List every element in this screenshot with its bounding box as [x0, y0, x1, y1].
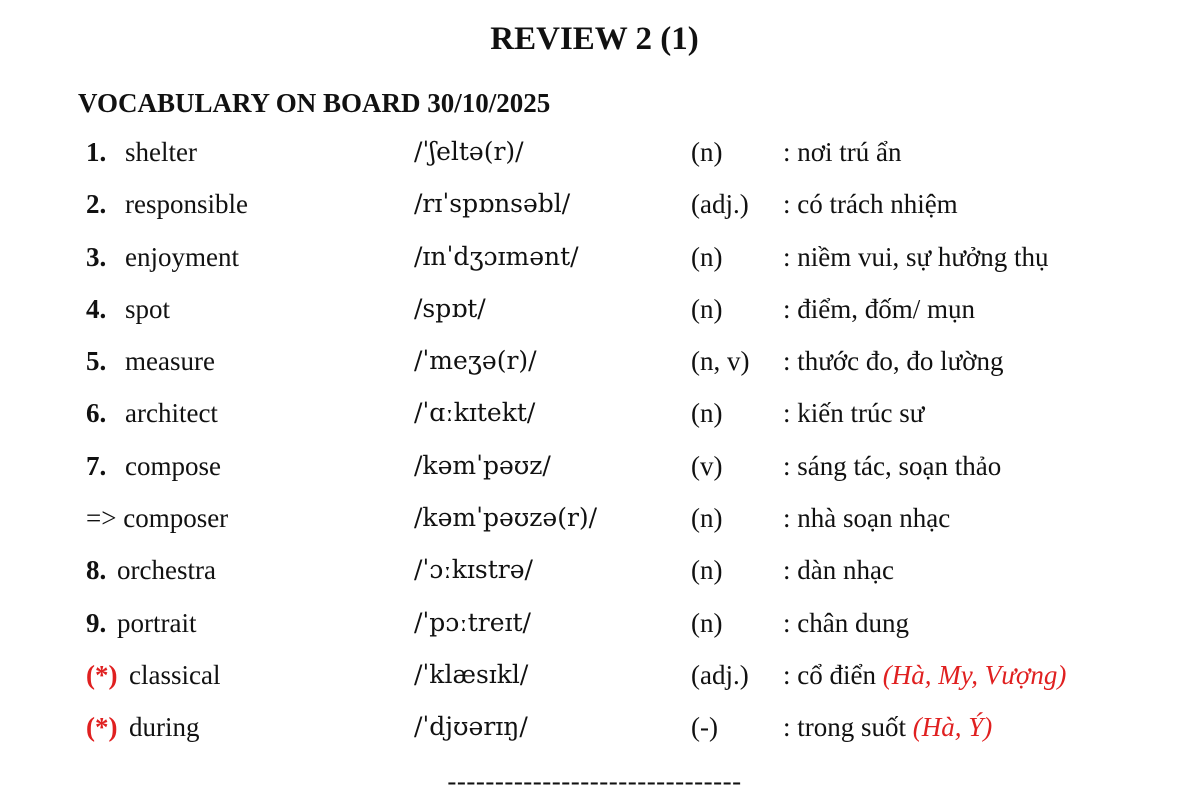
vocab-word: during	[129, 712, 200, 743]
vocab-word: shelter	[125, 137, 197, 167]
vocab-row	[0, 288, 1189, 340]
meaning-cell	[783, 392, 924, 434]
contributor-note: (Hà, My, Vượng)	[882, 659, 1067, 690]
vocab-word: orchestra	[117, 555, 216, 586]
part-of-speech: (n)	[691, 398, 723, 429]
meaning-text: : sáng tác, soạn thảo	[783, 450, 1002, 481]
meaning-text: : trong suốt	[783, 712, 907, 743]
vocab-word: measure	[125, 346, 215, 377]
pronunciation: /kəmˈpəʊzə(r)/	[414, 503, 598, 533]
meaning-cell	[783, 445, 1001, 487]
meaning-cell	[783, 602, 909, 644]
vocab-word: architect	[125, 398, 218, 429]
section-divider: -------------------------------	[447, 766, 742, 796]
meaning-cell	[783, 131, 902, 173]
vocab-word: => composer	[86, 503, 229, 534]
item-number: 6.	[86, 398, 107, 429]
item-number: 2.	[86, 189, 107, 220]
part-of-speech: (n)	[691, 607, 723, 638]
part-of-speech: (adj.)	[691, 189, 749, 220]
vocab-word: classical	[129, 659, 221, 690]
vocab-row	[0, 445, 1189, 497]
pronunciation: /rɪˈspɒnsəbl/	[414, 189, 571, 219]
part-of-speech: (n)	[691, 241, 723, 272]
vocab-row	[0, 340, 1189, 392]
section-heading: VOCABULARY ON BOARD 30/10/2025	[78, 88, 551, 118]
vocab-row	[0, 392, 1189, 444]
part-of-speech: (n, v)	[691, 346, 750, 377]
meaning-cell	[783, 340, 1004, 382]
pronunciation: /ˈɔːkɪstrə/	[414, 555, 533, 585]
pronunciation: /ˈʃeltə(r)/	[414, 137, 524, 166]
vocab-word: spot	[125, 293, 171, 324]
meaning-text: : thước đo, đo lường	[783, 346, 1004, 377]
meaning-text: : dàn nhạc	[783, 555, 894, 586]
item-number: 3.	[86, 241, 107, 272]
part-of-speech: (n)	[691, 503, 723, 534]
meaning-text: : kiến trúc sư	[783, 398, 925, 429]
vocab-row	[0, 236, 1189, 288]
meaning-cell	[783, 497, 950, 539]
pronunciation: /ˈdjʊərɪŋ/	[414, 712, 528, 742]
meaning-text: : có trách nhiệm	[783, 189, 958, 220]
item-number: 9.	[86, 607, 107, 638]
part-of-speech: (n)	[691, 293, 723, 324]
meaning-cell	[783, 706, 992, 748]
pronunciation: /ˈklæsɪkl/	[414, 659, 529, 689]
contributor-note: (Hà, Ý)	[912, 712, 993, 743]
star-marker: (*)	[86, 712, 118, 743]
meaning-cell	[783, 183, 958, 225]
pronunciation: /spɒt/	[414, 293, 486, 323]
item-number: 1.	[86, 137, 107, 167]
item-number: 5.	[86, 346, 107, 377]
vocab-word: enjoyment	[125, 241, 239, 272]
meaning-text: : nơi trú ẩn	[783, 137, 902, 167]
item-number: 8.	[86, 555, 107, 586]
vocab-row	[0, 131, 1189, 183]
meaning-cell	[783, 288, 975, 330]
pronunciation: /ˈɑːkɪtekt/	[414, 398, 536, 428]
item-number: 4.	[86, 293, 107, 324]
meaning-text: : cổ điển	[783, 659, 876, 690]
meaning-cell	[783, 654, 1066, 696]
pronunciation: /ˈmeʒə(r)/	[414, 346, 537, 376]
vocab-row	[0, 549, 1189, 601]
item-number: 7.	[86, 450, 107, 481]
vocabulary-list	[0, 131, 1189, 759]
meaning-text: : niềm vui, sự hưởng thụ	[783, 241, 1049, 272]
vocab-row-extra	[0, 654, 1189, 706]
vocab-row	[0, 183, 1189, 235]
vocab-word: portrait	[117, 607, 197, 638]
meaning-cell	[783, 549, 894, 591]
part-of-speech: (n)	[691, 137, 723, 167]
meaning-cell	[783, 236, 1049, 278]
pronunciation: /ˈpɔːtreɪt/	[414, 607, 531, 637]
part-of-speech: (adj.)	[691, 659, 749, 690]
meaning-text: : nhà soạn nhạc	[783, 503, 951, 534]
page-title: REVIEW 2 (1)	[490, 21, 699, 57]
part-of-speech: (n)	[691, 555, 723, 586]
meaning-text: : chân dung	[783, 607, 909, 638]
vocab-row	[0, 602, 1189, 654]
vocab-row-derived	[0, 497, 1189, 549]
part-of-speech: (-)	[691, 712, 718, 743]
vocab-row-extra	[0, 706, 1189, 758]
part-of-speech: (v)	[691, 450, 723, 481]
meaning-text: : điểm, đốm/ mụn	[783, 293, 975, 324]
vocab-word: responsible	[125, 189, 248, 220]
pronunciation: /ɪnˈdʒɔɪmənt/	[414, 241, 579, 271]
pronunciation: /kəmˈpəʊz/	[414, 450, 551, 480]
vocab-word: compose	[125, 450, 221, 481]
star-marker: (*)	[86, 659, 118, 690]
